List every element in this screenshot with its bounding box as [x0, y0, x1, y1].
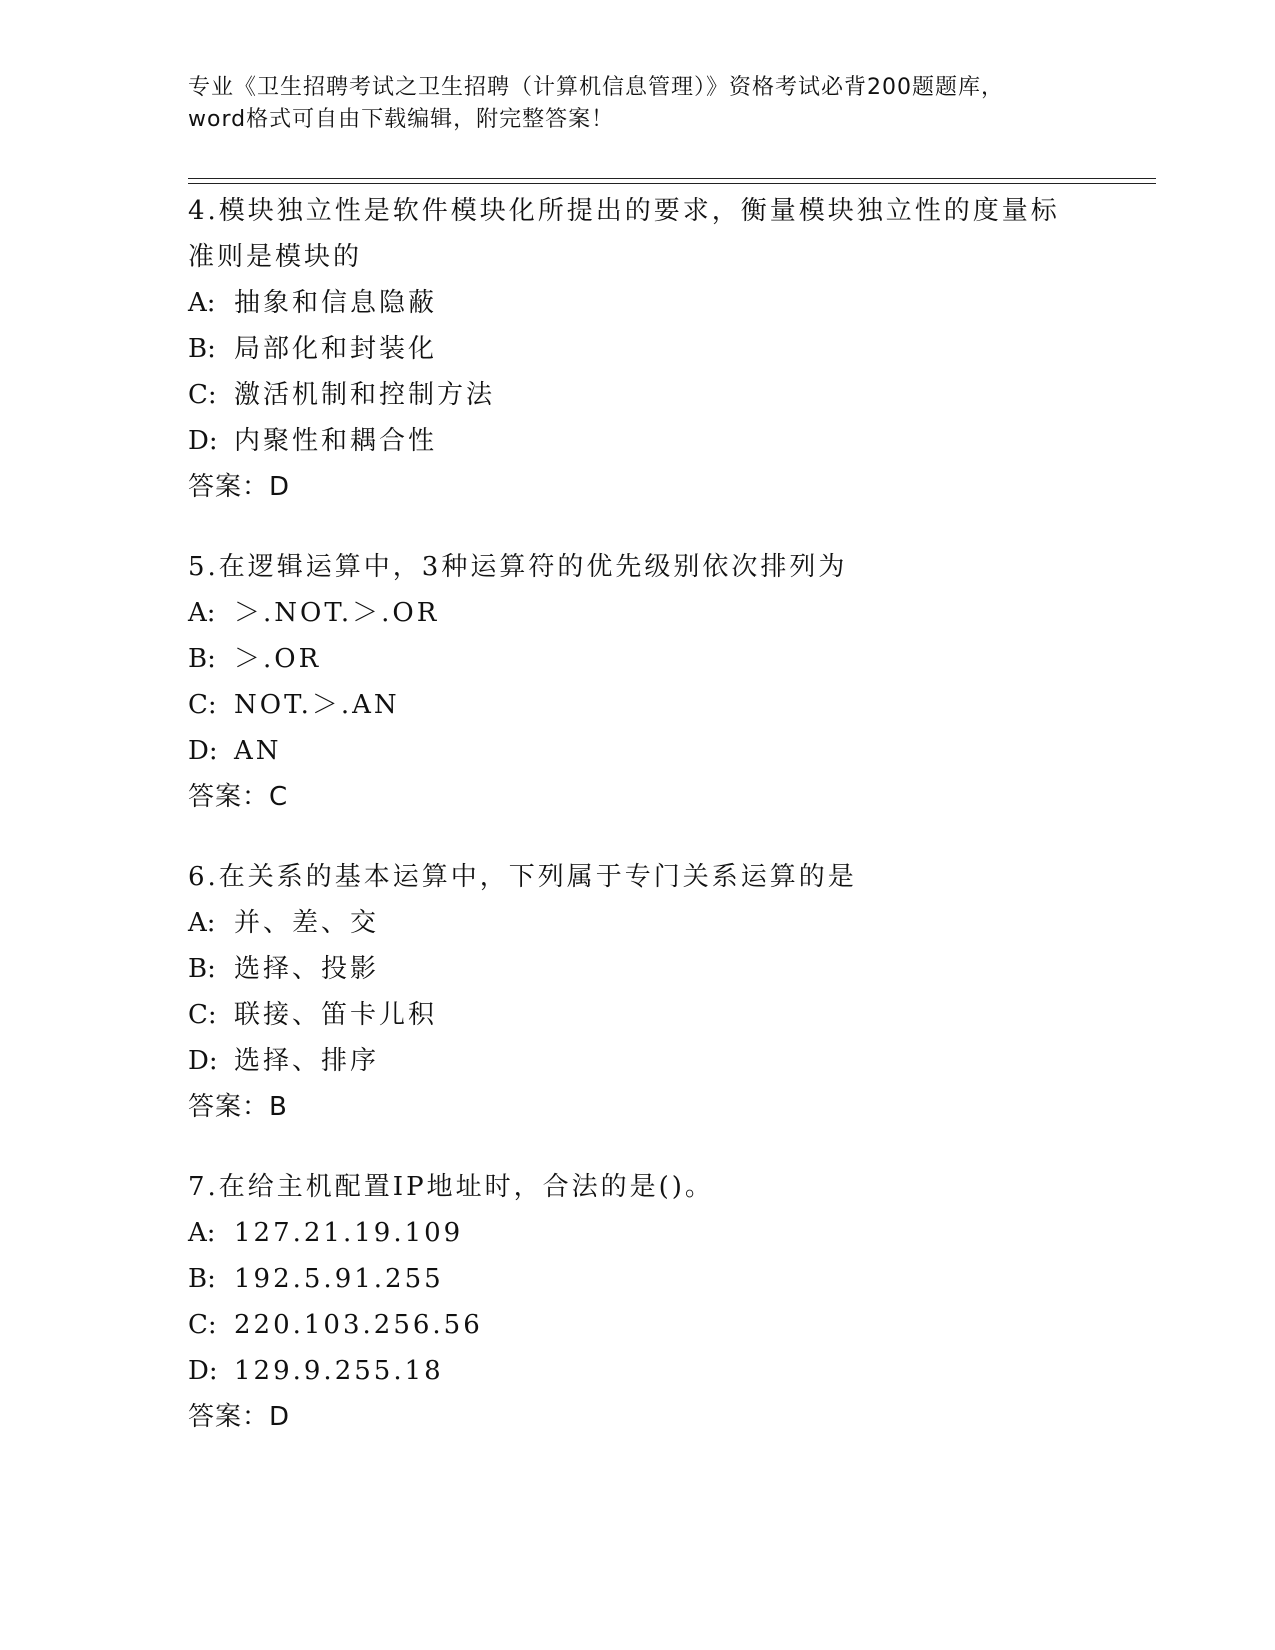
option-c: [188, 992, 1148, 1038]
option-letter: B:: [188, 334, 216, 364]
option-letter: A:: [188, 288, 216, 318]
option-letter: D:: [188, 1046, 218, 1076]
header-divider-bottom: [188, 183, 1156, 184]
question-list: [188, 188, 1148, 1474]
option-text: 129.9.255.18: [234, 1356, 444, 1386]
option-text: 选择、投影: [234, 954, 380, 984]
option-text: ＞.NOT.＞.OR: [234, 598, 440, 628]
question-6: [188, 854, 1148, 1130]
option-text: 并、差、交: [234, 908, 380, 938]
option-letter: A:: [188, 908, 216, 938]
option-letter: A:: [188, 598, 216, 628]
option-text: 局部化和封装化: [234, 334, 438, 364]
question-4: [188, 188, 1148, 510]
question-stem: 5.在逻辑运算中，3种运算符的优先级别依次排列为: [188, 552, 848, 582]
question-stem: 6.在关系的基本运算中，下列属于专门关系运算的是: [188, 862, 857, 892]
option-a: [188, 1210, 1148, 1256]
option-b: [188, 1256, 1148, 1302]
option-c: [188, 1302, 1148, 1348]
option-letter: D:: [188, 1356, 218, 1386]
option-text: 220.103.256.56: [234, 1310, 483, 1340]
option-text: 联接、笛卡儿积: [234, 1000, 438, 1030]
answer-line: 答案：B: [188, 1092, 288, 1122]
question-5: [188, 544, 1148, 820]
answer-line: 答案：D: [188, 472, 291, 502]
option-d: [188, 728, 1148, 774]
option-text: 192.5.91.255: [234, 1264, 444, 1294]
option-letter: D:: [188, 426, 218, 456]
option-text: ＞.OR: [234, 644, 322, 674]
document-header: [188, 72, 1088, 136]
option-letter: C:: [188, 380, 217, 410]
option-text: 内聚性和耦合性: [234, 426, 438, 456]
question-7: [188, 1164, 1148, 1440]
option-text: 抽象和信息隐蔽: [234, 288, 438, 318]
option-letter: D:: [188, 736, 218, 766]
option-b: [188, 326, 1148, 372]
option-text: AN: [234, 736, 282, 766]
option-a: [188, 280, 1148, 326]
option-letter: C:: [188, 1310, 217, 1340]
option-letter: B:: [188, 1264, 216, 1294]
option-letter: C:: [188, 690, 217, 720]
option-text: NOT.＞.AN: [234, 690, 400, 720]
header-line-2: word格式可自由下载编辑，附完整答案！: [188, 107, 615, 132]
header-line-1: 专业《卫生招聘考试之卫生招聘（计算机信息管理）》资格考试必背200题题库，: [188, 75, 1004, 100]
option-d: [188, 1348, 1148, 1394]
option-a: [188, 900, 1148, 946]
option-d: [188, 418, 1148, 464]
answer-line: 答案：C: [188, 782, 289, 812]
option-c: [188, 372, 1148, 418]
option-letter: C:: [188, 1000, 217, 1030]
option-b: [188, 636, 1148, 682]
option-letter: B:: [188, 644, 216, 674]
question-stem: 4.模块独立性是软件模块化所提出的要求，衡量模块独立性的度量标: [188, 196, 1060, 226]
question-stem-continued: 准则是模块的: [188, 242, 363, 272]
option-d: [188, 1038, 1148, 1084]
header-divider-top: [188, 178, 1156, 179]
option-text: 激活机制和控制方法: [234, 380, 496, 410]
option-letter: A:: [188, 1218, 216, 1248]
option-letter: B:: [188, 954, 216, 984]
option-text: 127.21.19.109: [234, 1218, 464, 1248]
answer-line: 答案：D: [188, 1402, 291, 1432]
option-b: [188, 946, 1148, 992]
question-stem: 7.在给主机配置IP地址时，合法的是()。: [188, 1172, 714, 1202]
option-a: [188, 590, 1148, 636]
option-text: 选择、排序: [234, 1046, 380, 1076]
option-c: [188, 682, 1148, 728]
